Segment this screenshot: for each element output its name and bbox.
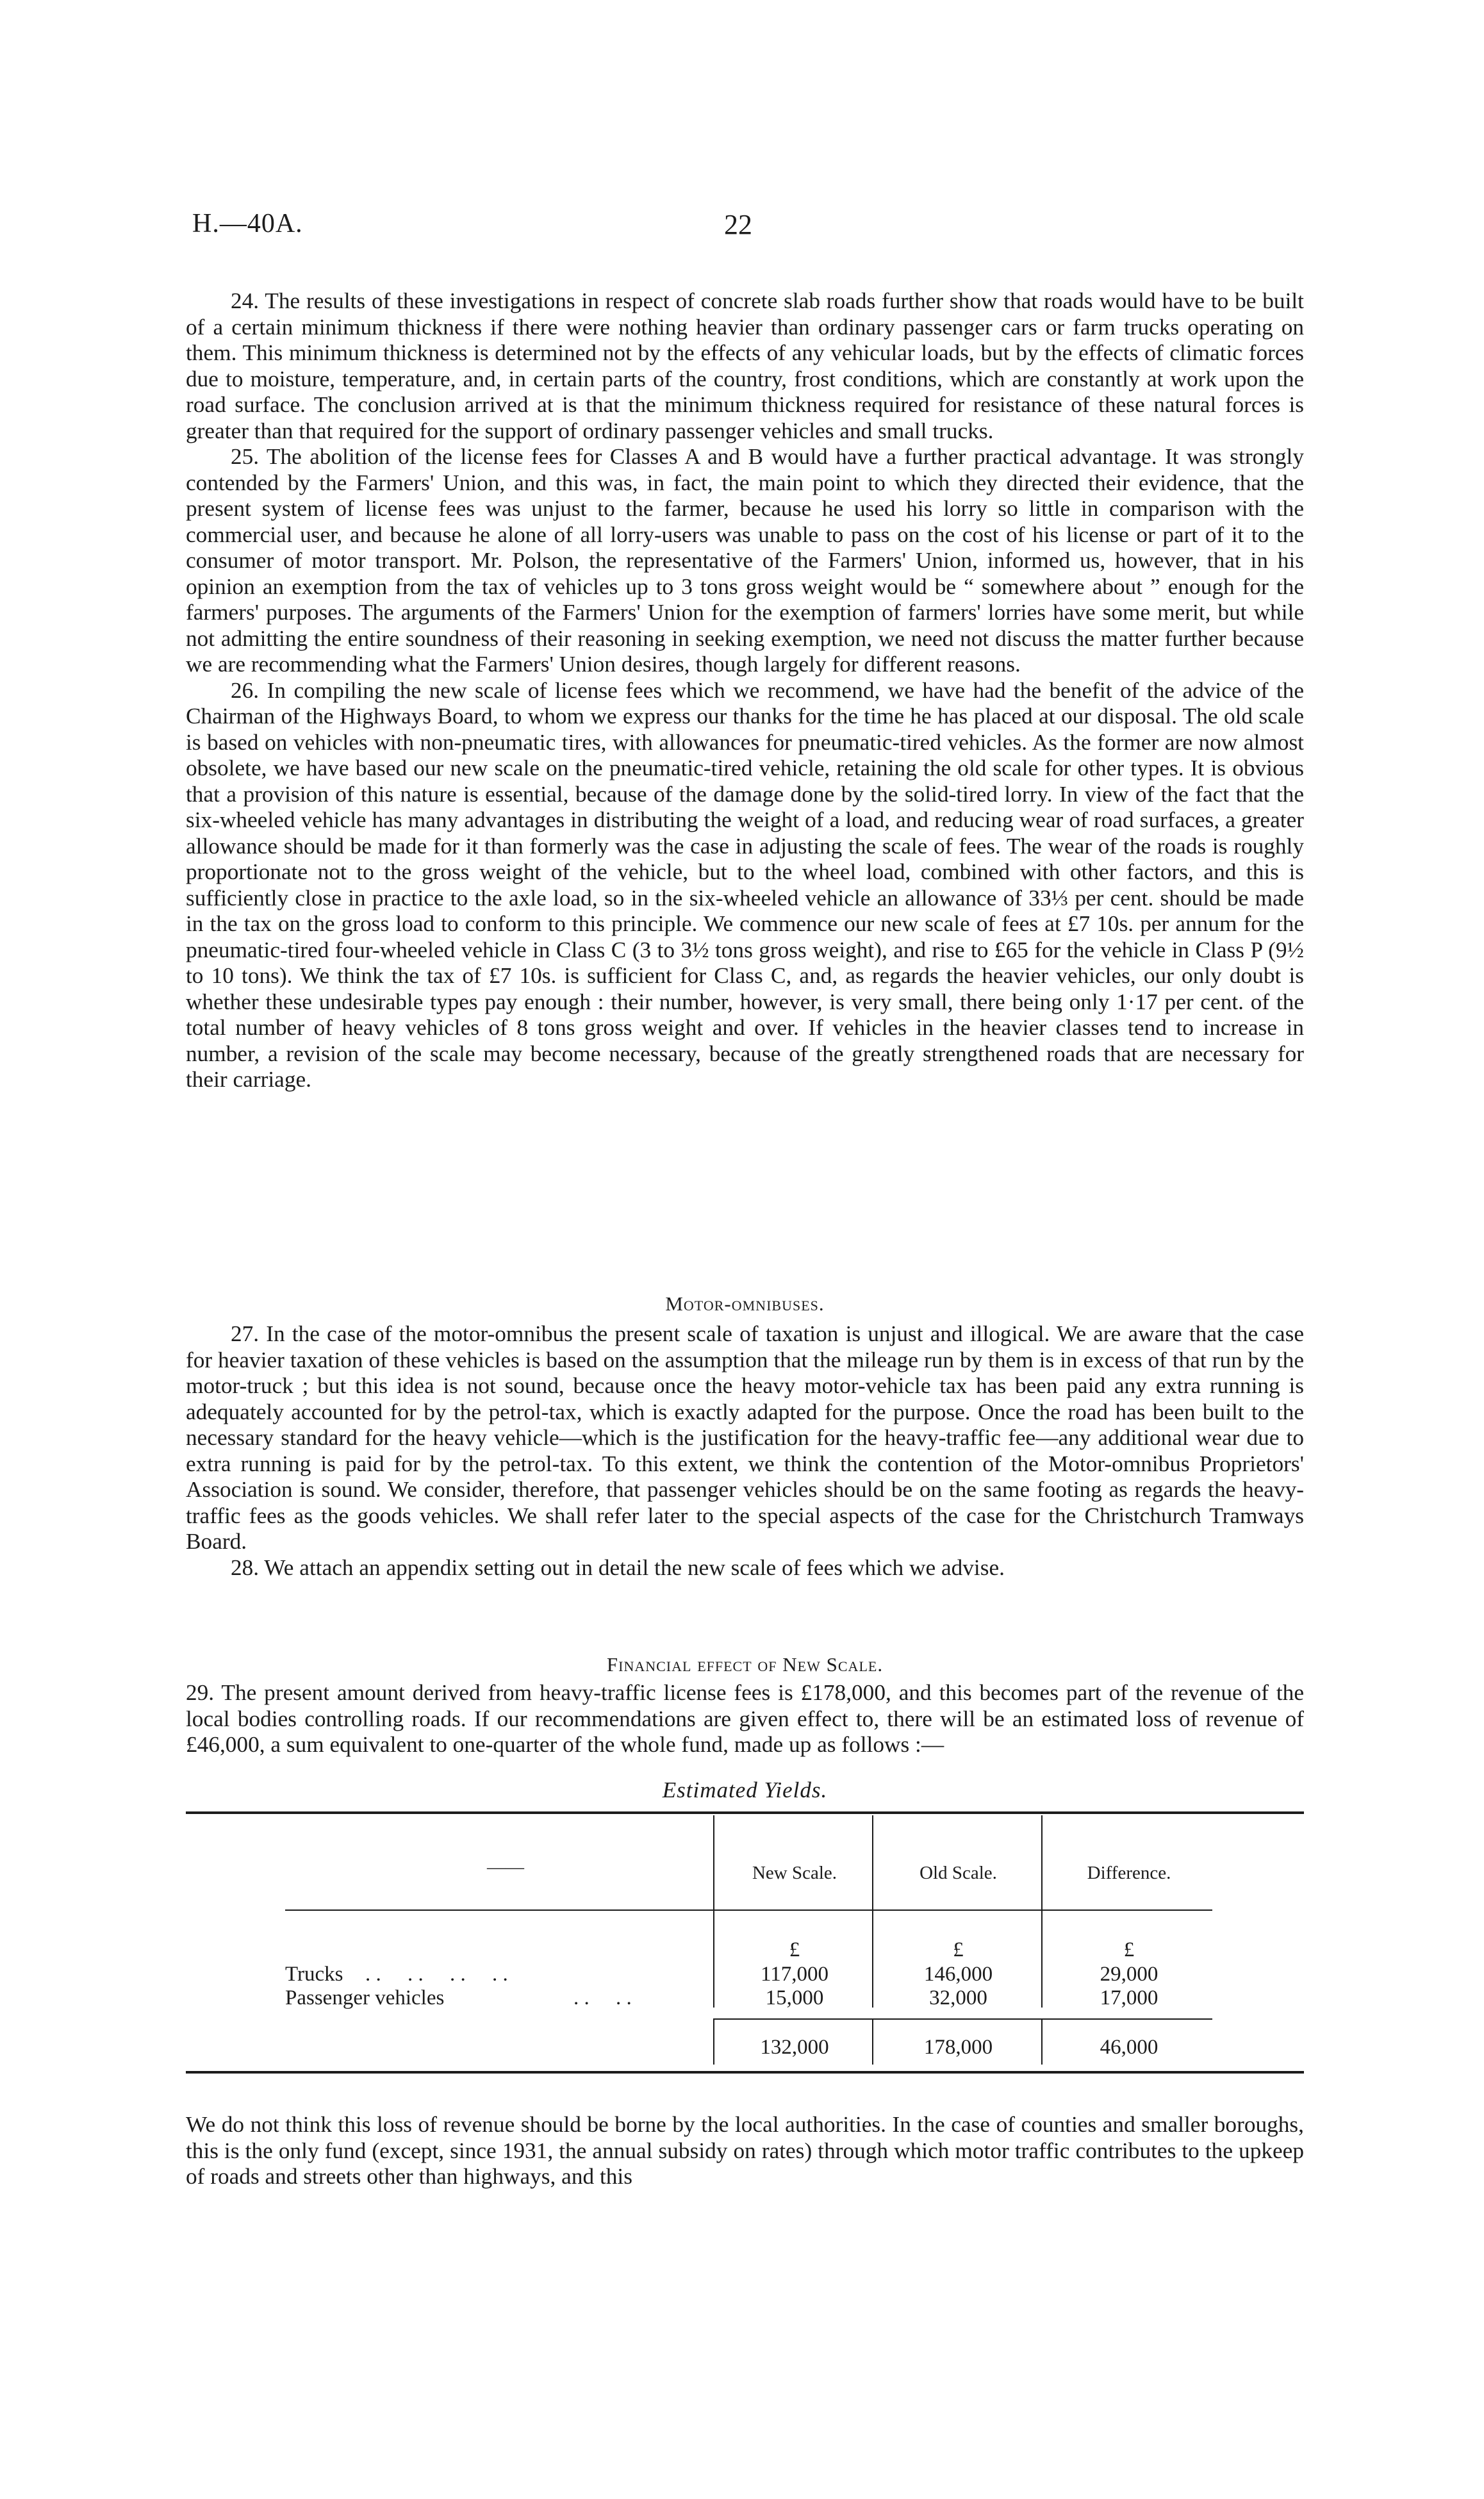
row-label-passenger-vehicles: Passenger vehicles [285,1986,445,2009]
cell-passenger-difference: 17,000 [1100,1986,1158,2009]
table-subtotal-rule [713,2018,1212,2020]
document-reference: H.—40A. [192,209,303,238]
table-caption: Estimated Yields. [662,1777,828,1802]
table-divider-1-total [713,2020,714,2065]
column-header-new-scale: New Scale. [752,1863,837,1883]
unit-symbol-difference: £ [1123,1938,1135,1961]
cell-trucks-old-scale: 146,000 [923,1963,993,1986]
table-divider-3 [1041,1815,1043,2008]
paragraph-29: 29. The present amount derived from heavy-traffic license fees is £178,000, and this becomes part of the revenue of the local bodies controlling roads. If our recommendations are given effect to, there will be an estimated loss of revenue of £46,000, a sum equivalent to one-quarter of the whole fund, made up as follows :— [186,1680,1304,1757]
paragraph-24: 24. The results of these investigations in respect of concrete slab roads further show that roads would have to be built of a certain minimum thickness if there were nothing heavier than ordinary passenger cars or farm trucks operating on them. This minimum thickness is determined not by the effects of any vehicular loads, but by the effects of climatic forces due to moisture, temperature, and, in certain parts of the country, frost conditions, which are constantly at work upon the road surface. The conclusion arrived at is that the minimum thickness required for resistance of these natural forces is greater than that required for the support of ordinary passenger vehicles and small trucks. [186,288,1304,443]
cell-passenger-old-scale: 32,000 [929,1986,987,2009]
unit-symbol-old: £ [953,1938,964,1961]
table-top-rule [186,1811,1304,1814]
paragraph-28: 28. We attach an appendix setting out in detail the new scale of fees which we advise. [231,1555,1005,1580]
page-number: 22 [724,209,752,240]
table-divider-3-total [1041,2020,1043,2065]
table-divider-1 [713,1815,714,2008]
row-leader-trucks: . . . . . . . . [365,1963,508,1986]
row-leader-passenger-vehicles: . . . . [573,1986,632,2009]
table-header-dash: —— [487,1857,524,1877]
column-header-old-scale: Old Scale. [919,1863,997,1883]
paragraph-final: We do not think this loss of revenue should be borne by the local authorities. In the case of counties and smaller boroughs, this is the only fund (except, since 1931, the annual subsidy on rates) through which motor traffic contributes to the upkeep of roads and streets other than highways, and this [186,2112,1304,2189]
table-header-rule [285,1909,1212,1911]
paragraph-26: 26. In compiling the new scale of license fees which we recommend, we have had the benefit of the advice of the Chairman of the Highways Board, to whom we express our thanks for the time he has placed at our disposal. The old scale is based on vehicles with non-pneumatic tires, with allowances for pneumatic-tired vehicles. As the former are now almost obsolete, we have based our new scale on the pneumatic-tired vehicle, retaining the old scale for other types. It is obvious that a provision of this nature is essential, because of the damage done by the solid-tired lorry. In view of the fact that the six-wheeled vehicle has many advantages in distributing the weight of a load, and reducing wear of road surfaces, a greater allowance should be made for it than formerly was the case in adjusting the scale of fees. The wear of the roads is roughly proportionate not to the gross weight of the vehicle, but to the wheel load, combined with other factors, and this is sufficiently close in practice to the axle load, so in the six-wheeled vehicle an allowance of 33⅓ per cent. should be made in the tax on the gross load to conform to this principle. We commence our new scale of fees at £7 10s. per annum for the pneumatic-tired four-wheeled vehicle in Class C (3 to 3½ tons gross weight), and rise to £65 for the vehicle in Class P (9½ to 10 tons). We think the tax of £7 10s. is sufficient for Class C, and, as regards the heavier vehicles, our only doubt is whether these undesirable types pay enough : their number, however, is very small, there being only 1·17 per cent. of the total number of heavy vehicles of 8 tons gross weight and over. If vehicles in the heavier classes tend to increase in number, a revision of the scale may become necessary, because of the greatly strengthened roads that are necessary for their carriage. [186,677,1304,1092]
table-divider-2-total [872,2020,873,2065]
unit-symbol-new: £ [789,1938,800,1961]
cell-passenger-new-scale: 15,000 [765,1986,824,2009]
cell-trucks-new-scale: 117,000 [760,1963,829,1986]
paragraphs-top [186,288,1304,1093]
cell-trucks-difference: 29,000 [1100,1963,1158,1986]
table-bottom-rule [186,2071,1304,2074]
row-label-trucks: Trucks [285,1963,343,1986]
column-header-difference: Difference. [1087,1863,1171,1883]
total-new-scale: 132,000 [760,2036,829,2059]
total-difference: 46,000 [1100,2036,1158,2059]
total-old-scale: 178,000 [923,2036,993,2059]
table-divider-2 [872,1815,873,2008]
paragraphs-motor [186,1321,1304,1581]
paragraph-27: 27. In the case of the motor-omnibus the present scale of taxation is unjust and illogical. We are aware that the case for heavier taxation of these vehicles is based on the assumption that the mileage run by them is in excess of that run by the motor-truck ; but this idea is not sound, because once the heavy motor-vehicle tax has been paid any extra running is adequately accounted for by the petrol-tax, which is exactly adapted for the purpose. Once the road has been built to the necessary standard for the heavy vehicle—which is the justification for the heavy-traffic fee—any additional wear due to extra running is paid for by the petrol-tax. To this extent, we think the contention of the Motor-omnibus Proprietors' Association is sound. We consider, therefore, that passenger vehicles should be on the same footing as regards the heavy-traffic fees as the goods vehicles. We shall refer later to the special aspects of the case for the Christchurch Tramways Board. [186,1321,1304,1554]
heading-financial-effect: Financial effect of New Scale. [606,1653,884,1676]
heading-motor-omnibuses: Motor-omnibuses. [665,1292,825,1315]
paragraph-25: 25. The abolition of the license fees for Classes A and B would have a further practical advantage. It was strongly contended by the Farmers' Union, and this was, in fact, the main point to which they directed their evidence, that the present system of license fees was unjust to the farmer, because he used his lorry so little in comparison with the commercial user, and because he alone of all lorry-users was unable to pass on the cost of his license or part of it to the consumer of motor transport. Mr. Polson, the representative of the Farmers' Union, informed us, however, that in his opinion an exemption from the tax of vehicles up to 3 tons gross weight would be “ somewhere about ” enough for the farmers' purposes. The arguments of the Farmers' Union for the exemption of farmers' lorries have some merit, but while not admitting the entire soundness of their reasoning in seeking exemption, we need not discuss the matter further because we are recommending what the Farmers' Union desires, though largely for different reasons. [186,444,1304,677]
